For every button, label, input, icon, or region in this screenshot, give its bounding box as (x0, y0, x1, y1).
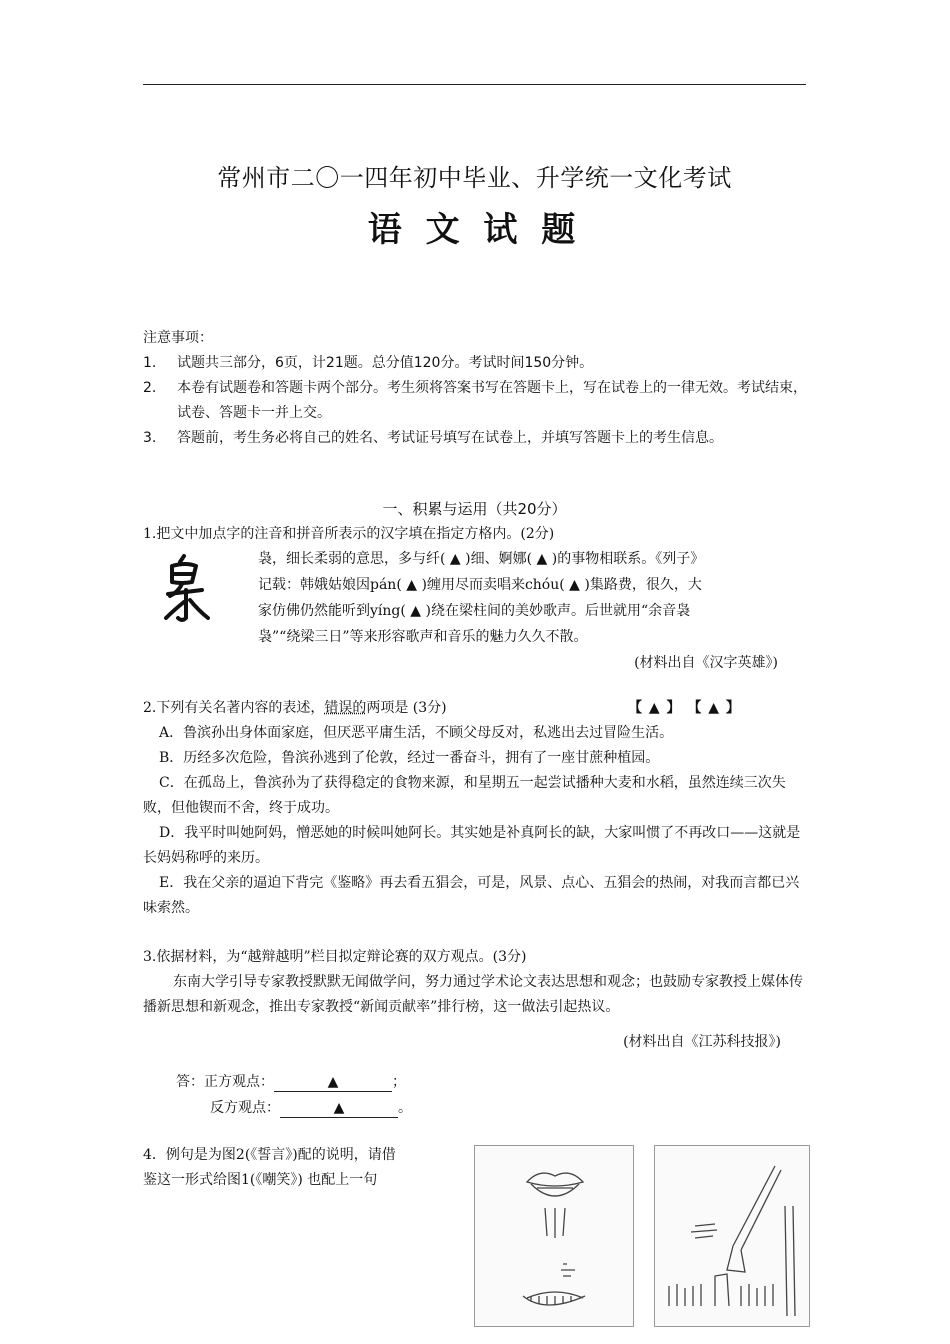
notice-heading: 注意事项： (143, 330, 213, 346)
passage-text: )的事物相联系。《列子》 (551, 551, 705, 567)
option-c: C．在孤岛上，鲁滨孙为了获得稳定的食物来源，和星期五一起尝试播种大麦和水稻，虽然连续三次失败，但他锲而不舍，终于成功。 (143, 775, 786, 816)
question-3-stem: 3.依据材料，为“越辩越明”栏目拟定辩论赛的双方观点。(3分) (143, 949, 527, 965)
con-answer-blank: ▲ (280, 1099, 398, 1118)
answer-mark: ▲ (410, 603, 422, 619)
notice-item (143, 376, 813, 426)
question-4 (143, 1143, 463, 1193)
con-label: 反方观点： (210, 1100, 280, 1116)
answer-mark: ▲ (449, 551, 461, 567)
question-1-stem: 1.把文中加点字的注音和拼音所表示的汉字填在指定方格内。(2分) (143, 526, 555, 542)
punct: ； (392, 1074, 406, 1090)
pro-answer-blank: ▲ (274, 1073, 392, 1092)
notice-text: 试题共三部分，6页，计21题。总分值120分。考试时间150分钟。 (177, 355, 594, 371)
passage-text: )绕在梁柱间的美妙歌声。后世就用“余音袅 (425, 603, 691, 619)
option-e: E．我在父亲的逼迫下背完《鉴略》再去看五猖会，可是，风景、点心、五猖会的热闹，对我而言都已兴味索然。 (143, 875, 800, 916)
emphasis-dotted: 错误的 (324, 700, 367, 716)
answer-pro-row (176, 1070, 406, 1095)
passage-text: )缠用尽而卖唱来chóu( (421, 577, 565, 593)
option-a: A．鲁滨孙出身体面家庭，但厌恶平庸生活，不顾父母反对，私逃出去过冒险生活。 (159, 725, 674, 741)
passage-text: 袅”“绕梁三日”等来形容歌声和音乐的魅力久久不散。 (258, 629, 588, 645)
notice-text: 答题前，考生务必将自己的姓名、考试证号填写在试卷上，并填写答题卡上的考生信息。 (177, 430, 723, 446)
question-4-text: 鉴这一形式给图1(《嘲笑》) 也配上一句 (143, 1172, 378, 1188)
source-note: (材料出自《汉字英雄》) (634, 655, 778, 671)
answer-mark: ▲ (569, 577, 580, 593)
question-2-stem: 两项是 (3分) (366, 700, 447, 716)
exam-title: 常州市二〇一四年初中毕业、升学统一文化考试 (217, 164, 732, 192)
answer-mark: ▲ (536, 551, 548, 567)
answer-con-row (210, 1096, 412, 1121)
pro-label: 正方观点： (204, 1074, 274, 1090)
figure-1-image (474, 1145, 634, 1327)
passage-text: 记载：韩娥姑娘因pán( (258, 577, 402, 593)
question-2-stem: 2.下列有关名著内容的表述， (143, 700, 325, 716)
passage-text: 袅，细长柔弱的意思，多与纤( (258, 551, 446, 567)
header-rule (143, 84, 806, 85)
exam-subtitle: 语 文 试 题 (367, 210, 582, 250)
source-note: (材料出自《江苏科技报》) (623, 1034, 781, 1050)
question-3 (143, 945, 811, 1055)
option-d: D．我平时叫她阿妈，憎恶她的时候叫她阿长。其实她是补真阿长的缺，大家叫惯了不再改口——这就是长妈妈称呼的来历。 (143, 825, 801, 866)
question-2 (143, 696, 811, 921)
answer-brackets: 【 ▲ 】 【 ▲ 】 (628, 700, 741, 716)
notice-item (143, 351, 813, 376)
section-title: 一、积累与运用（共20分） (382, 500, 567, 518)
figure-2-image (654, 1145, 810, 1327)
question-1-passage (258, 546, 810, 676)
notice-number: 2. (143, 380, 157, 396)
calligraphy-image (162, 552, 210, 624)
question-4-text: 4．例句是为图2(《誓言》)配的说明，请借 (143, 1147, 396, 1163)
punct: 。 (398, 1100, 412, 1116)
answer-mark: ▲ (406, 577, 418, 593)
notice-block (143, 326, 813, 451)
notice-text: 本卷有试题卷和答题卡两个部分。考生须将答案书写在答题卡上，写在试卷上的一律无效。考试结束，试卷、答题卡一并上交。 (177, 380, 807, 421)
passage-text: 家仿佛仍然能听到yíng( (258, 603, 406, 619)
notice-number: 1. (143, 355, 157, 371)
passage-text: )细、婀娜( (465, 551, 533, 567)
passage-text: )集路费，很久，大 (584, 577, 702, 593)
answer-label: 答： (176, 1074, 204, 1090)
option-b: B．历经多次危险，鲁滨孙逃到了伦敦，经过一番奋斗，拥有了一座甘蔗种植园。 (159, 750, 660, 766)
question-3-material: 东南大学引导专家教授默默无闻做学问，努力通过学术论文表达思想和观念；也鼓励专家教授上媒体传播新思想和新观念，推出专家教授“新闻贡献率”排行榜，这一做法引起热议。 (143, 974, 803, 1015)
notice-item (143, 426, 813, 451)
notice-number: 3. (143, 430, 157, 446)
